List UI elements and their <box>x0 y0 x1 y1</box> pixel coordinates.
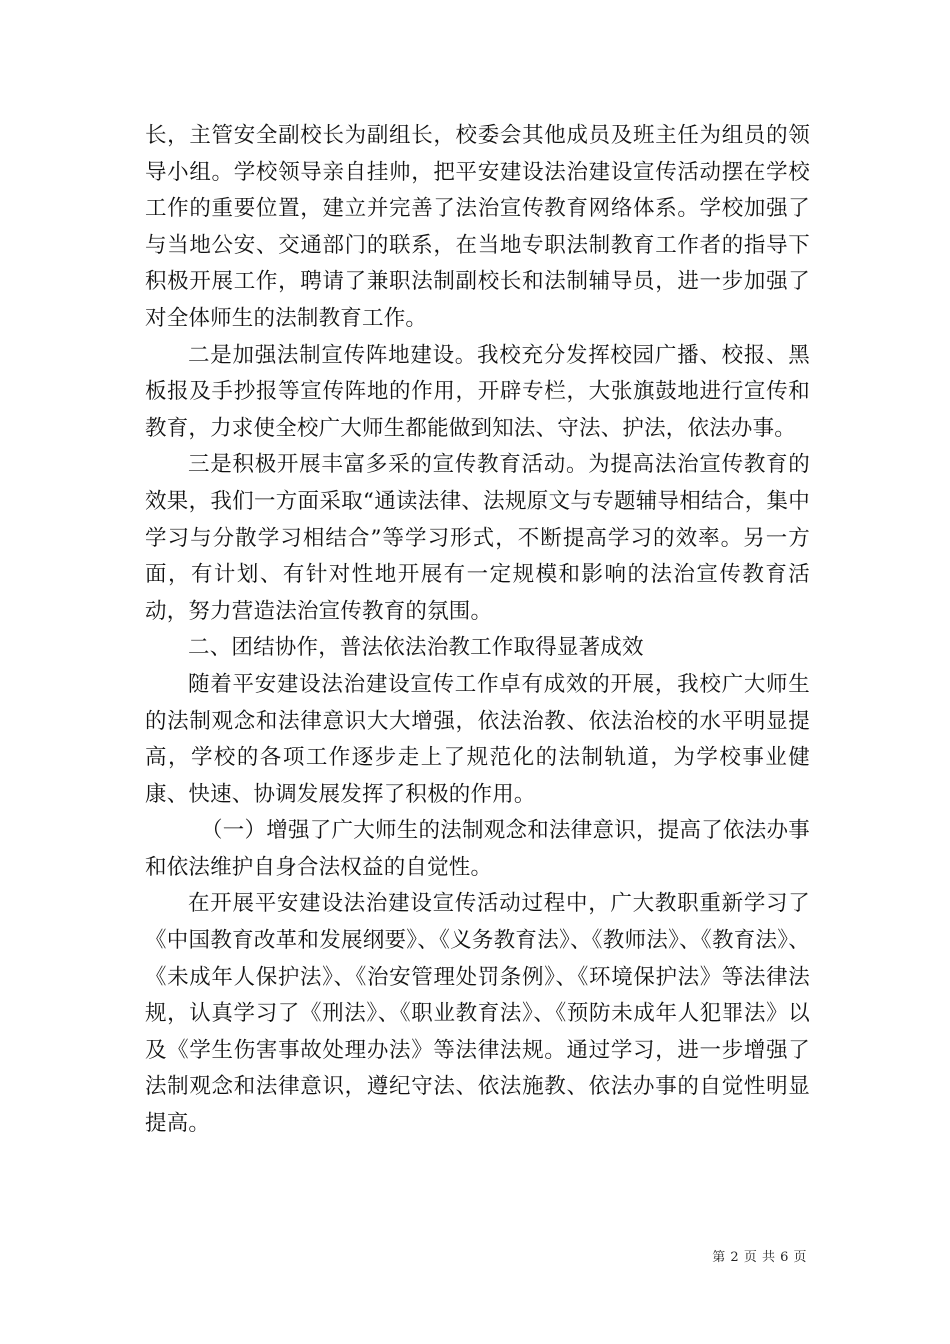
paragraph-study: 在开展平安建设法治建设宣传活动过程中，广大教职重新学习了《中国教育改革和发展纲要》、《义务教育法》、《教师法》、《教育法》、《未成年人保护法》、《治安管理处罚条例》、《环境保护法》等法律法规，认真学习了《刑法》、《职业教育法》、《预防未成年人犯罪法》以及《学生伤害事故处理办法》等法律法规。通过学习，进一步增强了法制观念和法律意识，遵纪守法、依法施教、依法办事的自觉性明显提高。 <box>145 891 810 1137</box>
page-number-footer: 第 2 页 共 6 页 <box>712 1250 807 1265</box>
paragraph-second-point: 二是加强法制宣传阵地建设。我校充分发挥校园广播、校报、黑板报及手抄报等宣传阵地的作用，开辟专栏，大张旗鼓地进行宣传和教育，力求使全校广大师生都能做到知法、守法、护法，依法办事。 <box>145 342 810 441</box>
paragraph-achievements: 随着平安建设法治建设宣传工作卓有成效的开展，我校广大师生的法制观念和法律意识大大增强，依法治教、依法治校的水平明显提高，学校的各项工作逐步走上了规范化的法制轨道，为学校事业健康、快速、协调发展发挥了积极的作用。 <box>145 671 810 807</box>
section-heading-two: 二、团结协作，普法依法治教工作取得显著成效 <box>188 635 644 661</box>
subheading-one: （一）增强了广大师生的法制观念和法律意识，提高了依法办事和依法维护自身合法权益的自觉性。 <box>145 818 810 880</box>
document-body <box>145 118 810 1143</box>
paragraph-continuation: 长，主管安全副校长为副组长，校委会其他成员及班主任为组员的领导小组。学校领导亲自挂帅，把平安建设法治建设宣传活动摆在学校工作的重要位置，建立并完善了法治宣传教育网络体系。学校加强了与当地公安、交通部门的联系，在当地专职法制教育工作者的指导下积极开展工作，聘请了兼职法制副校长和法制辅导员，进一步加强了对全体师生的法制教育工作。 <box>145 123 810 331</box>
paragraph-third-point: 三是积极开展丰富多采的宣传教育活动。为提高法治宣传教育的效果，我们一方面采取“通读法律、法规原文与专题辅导相结合，集中学习与分散学习相结合”等学习形式，不断提高学习的效率。另一方面，有计划、有针对性地开展有一定规模和影响的法治宣传教育活动，努力营造法治宣传教育的氛围。 <box>145 452 810 624</box>
